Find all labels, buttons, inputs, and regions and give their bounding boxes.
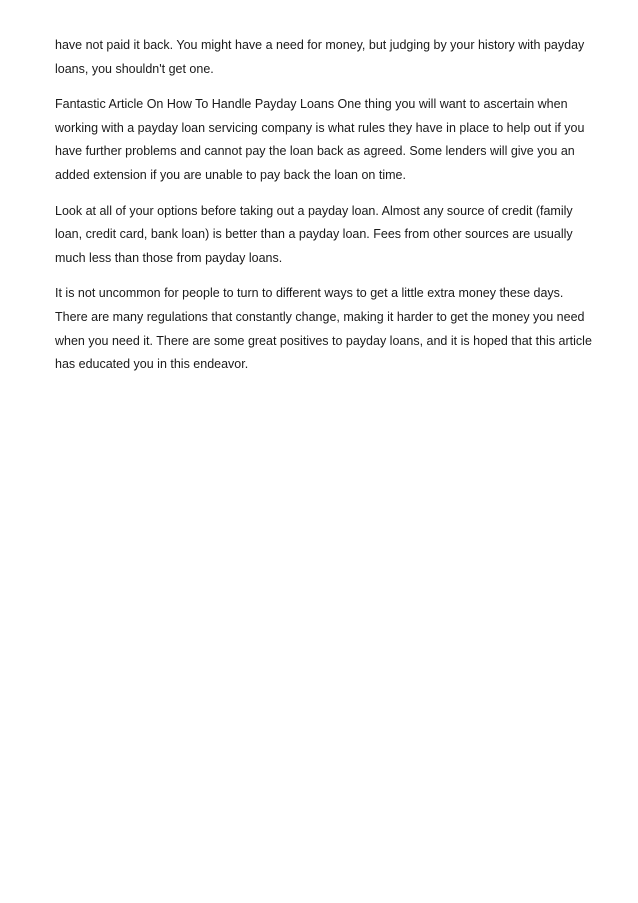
- document-body: [55, 34, 595, 389]
- paragraph-1: have not paid it back. You might have a need for money, but judging by your history with payday loans, you shouldn't get one.: [55, 38, 585, 76]
- paragraph-3: Look at all of your options before taking out a payday loan. Almost any source of credit (family loan, credit card, bank loan) is better than a payday loan. Fees from other sources are usually much less than those from payday loans.: [55, 203, 573, 265]
- paragraph-4: It is not uncommon for people to turn to different ways to get a little extra money these days. There are many regulations that constantly change, making it harder to get the money you need when you need it. There are some great positives to payday loans, and it is hoped that this article has educated you in this endeavor.: [55, 286, 592, 372]
- paragraph-2: Fantastic Article On How To Handle Payday Loans One thing you will want to ascertain when working with a payday loan servicing company is what rules they have in place to help out if you have further problems and cannot pay the loan back as agreed. Some lenders will give you an added extension if you are unable to pay back the loan on time.: [55, 97, 585, 182]
